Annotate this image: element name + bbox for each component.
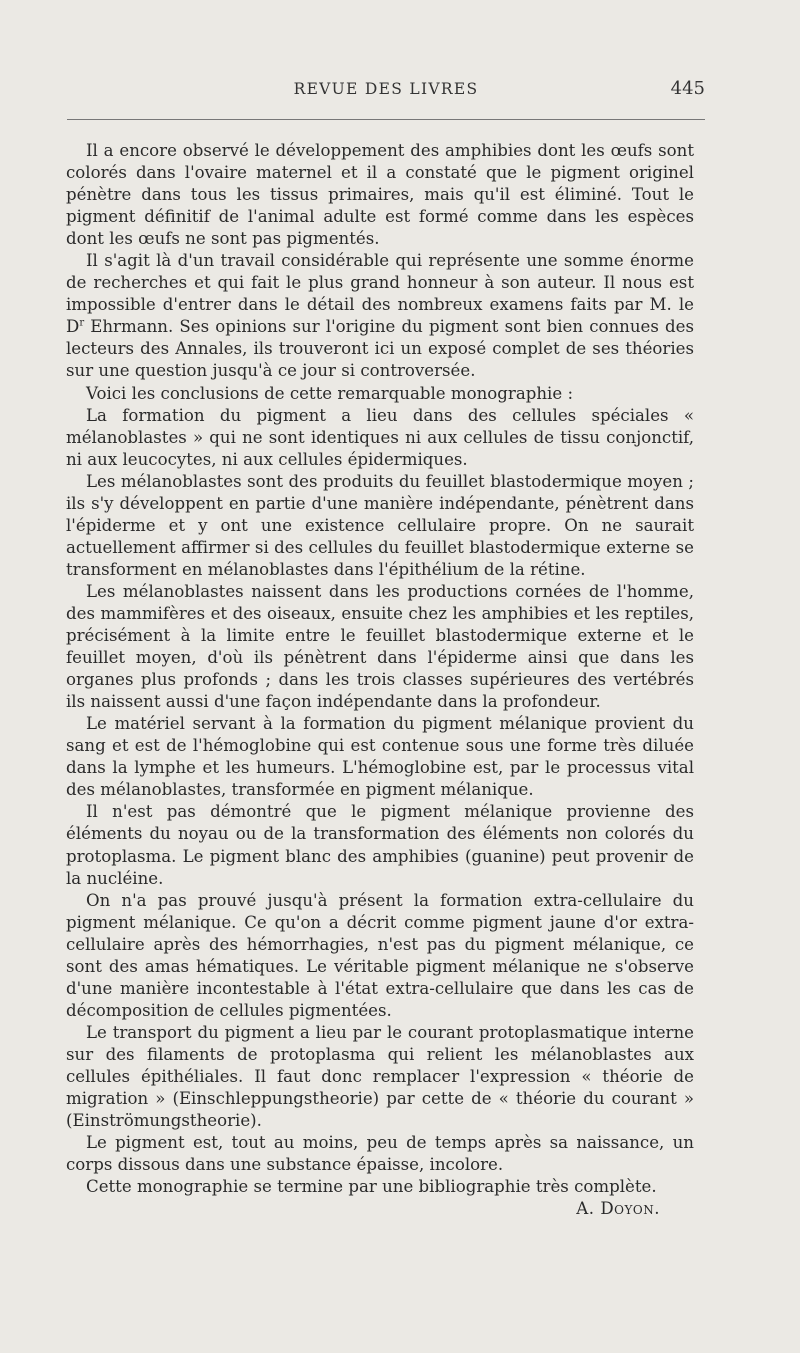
paragraph-text: Ehrmann. Ses opinions sur l'origine du pigment sont bien connues des lecteurs des Annales, ils trouveront ici un exposé complet de ses théories sur une question jusqu'à ce jour si controversée. — [66, 317, 694, 381]
page-number: 445 — [670, 78, 705, 99]
running-head — [67, 80, 705, 106]
paragraph: Voici les conclusions de cette remarquable monographie : — [86, 383, 574, 403]
paragraph: La formation du pigment a lieu dans des cellules spéciales « mélanoblastes » qui ne sont identiques ni aux cellules de tissu conjonctif, ni aux leucocytes, ni aux cellules épidermiques. — [66, 405, 694, 469]
paragraph: Il a encore observé le développement des amphibies dont les œufs sont colorés dans l'ovaire maternel et il a constaté que le pigment originel pénètre dans tous les tissus primaires, mais qu'il est éliminé. Tout le pigment définitif de l'animal adulte est formé comme dans les espèces dont les œufs ne sont pas pigmentés. — [66, 141, 694, 249]
paragraph — [66, 250, 694, 382]
paragraph: Le transport du pigment a lieu par le courant protoplasmatique interne sur des filaments de protoplasma qui relient les mélanoblastes aux cellules épithéliales. Il faut donc remplacer l'expression « théorie de migration » (Einschleppungstheorie) par cette de « théorie du courant » (Einströmungstheorie). — [66, 1022, 694, 1131]
paragraph: Cette monographie se termine par une bibliographie très complète. — [86, 1177, 657, 1197]
superscript: r — [79, 317, 85, 329]
paragraph: Le pigment est, tout au moins, peu de temps après sa naissance, un corps dissous dans une substance épaisse, incolore. — [66, 1133, 694, 1175]
signature — [66, 1198, 694, 1220]
paragraph-text: Il s'agit là d'un travail considérable qui représente une somme énorme de recherches et qui fait le plus grand honneur à son auteur. Il nous est impossible d'entrer dans le détail des nombreux examens faits par M. le D — [66, 251, 694, 337]
author-signature: A. Doyon. — [576, 1199, 660, 1219]
paragraph: Les mélanoblastes naissent dans les productions cornées de l'homme, des mammifères et des oiseaux, ensuite chez les amphibies et les reptiles, précisément à la limite entre le feuillet blastodermique externe et le feuillet moyen, d'où ils pénètrent dans l'épiderme ainsi que dans les organes plus profonds ; dans les trois classes supérieures des vertébrés ils naissent aussi d'une façon indépendante dans la profondeur. — [66, 581, 694, 712]
header-rule — [67, 119, 705, 120]
running-title: REVUE DES LIVRES — [293, 80, 479, 98]
paragraph: Il n'est pas démontré que le pigment mélanique provienne des éléments du noyau ou de la transformation des éléments non colorés du protoplasma. Le pigment blanc des amphibies (guanine) peut provenir de la nucléine. — [66, 802, 694, 888]
review-body — [66, 140, 694, 1220]
paragraph: On n'a pas prouvé jusqu'à présent la formation extra-cellulaire du pigment mélanique. Ce qu'on a décrit comme pigment jaune d'or extra-cellulaire après des hémorrhagies, n'est pas du pigment mélanique, ce sont des amas hématiques. Le véritable pigment mélanique ne s'observe d'une manière incontestable à l'état extra-cellulaire que dans les cas de décomposition de cellules pigmentées. — [66, 890, 694, 1020]
paragraph: Le matériel servant à la formation du pigment mélanique provient du sang et est de l'hémoglobine qui est contenue sous une forme très diluée dans la lymphe et les humeurs. L'hémoglobine est, par le processus vital des mélanoblastes, transformée en pigment mélanique. — [66, 714, 694, 800]
paragraph: Les mélanoblastes sont des produits du feuillet blastodermique moyen ; ils s'y développent en partie d'une manière indépendante, pénètrent dans l'épiderme et y ont une existence cellulaire propre. On ne saurait actuellement affirmer si des cellules du feuillet blastodermique externe se transforment en mélanoblastes dans l'épithélium de la rétine. — [66, 471, 694, 579]
